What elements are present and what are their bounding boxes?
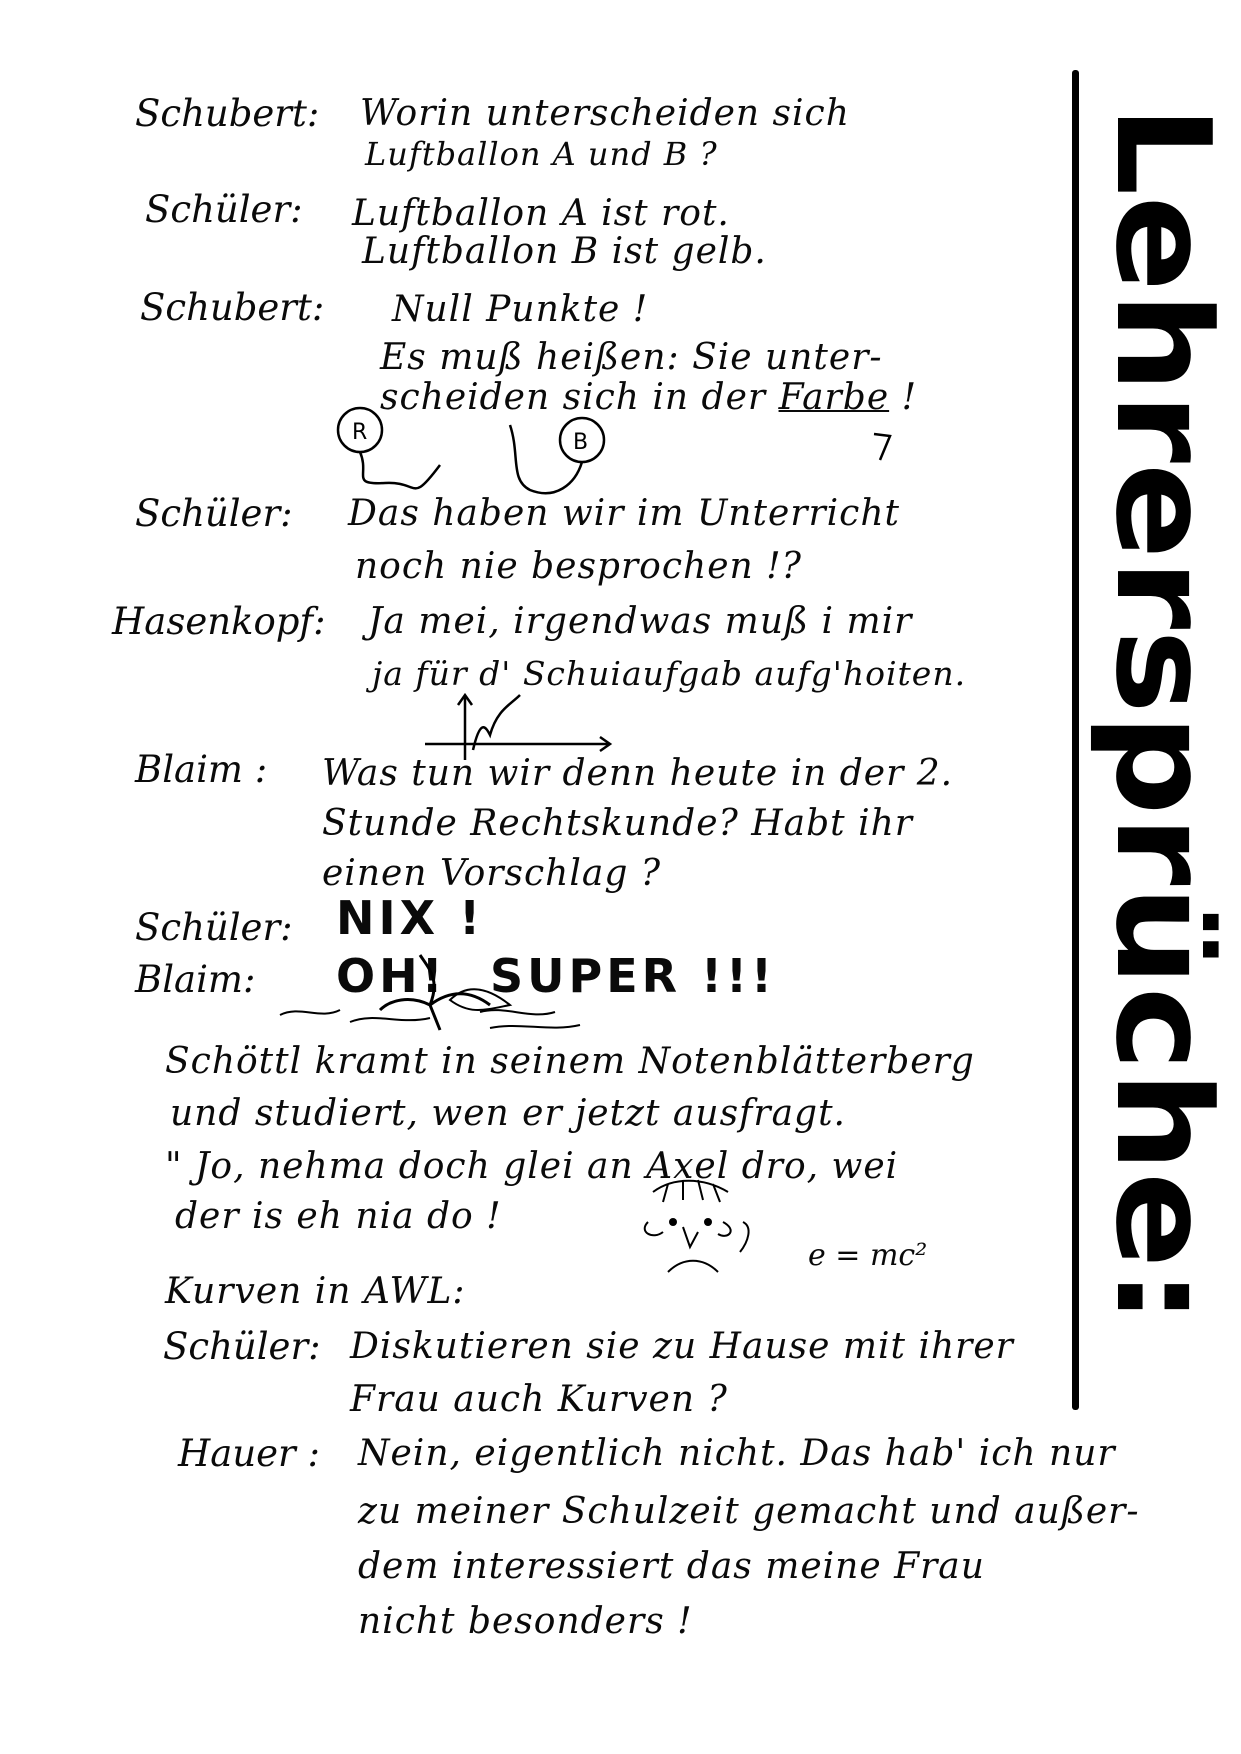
dialogue-line: Luftballon A ist rot. xyxy=(352,193,730,234)
page-title-text: Lehrersprüche: xyxy=(1087,105,1228,1222)
anecdote-line: Schöttl kramt in seinem Notenblätterberg xyxy=(165,1041,975,1082)
leaf-pile-doodle xyxy=(280,950,620,1045)
dialogue-line: Stunde Rechtskunde? Habt ihr xyxy=(322,803,913,844)
face-doodle xyxy=(628,1172,758,1277)
dialogue-line: Ja mei, irgendwas muß i mir xyxy=(368,601,913,642)
dialogue-line-bold: NIX ! xyxy=(336,891,485,945)
anecdote-line: " Jo, nehma doch glei an Axel dro, wei xyxy=(165,1146,899,1187)
dialogue-line: Nein, eigentlich nicht. Das hab' ich nur xyxy=(358,1433,1116,1474)
dialogue-line: noch nie besprochen !? xyxy=(355,546,802,587)
page-title-svg xyxy=(1048,105,1228,1335)
dialogue-line: Null Punkte ! xyxy=(392,289,649,330)
dialogue-line: Diskutieren sie zu Hause mit ihrer xyxy=(350,1326,1014,1367)
speaker-schubert-2: Schubert: xyxy=(140,286,325,329)
dialogue-line: Es muß heißen: Sie unter- xyxy=(380,337,883,378)
section-heading: Kurven in AWL: xyxy=(165,1271,466,1312)
dialogue-line-bold: OH! xyxy=(336,949,447,1003)
dialogue-line: Worin unterscheiden sich xyxy=(360,93,850,134)
dialogue-line: Frau auch Kurven ? xyxy=(350,1379,728,1420)
dialogue-line: dem interessiert das meine Frau xyxy=(358,1546,985,1587)
anecdote-line: und studiert, wen er jetzt ausfragt. xyxy=(170,1093,847,1134)
speaker-schueler-1: Schüler: xyxy=(145,188,303,231)
dialogue-text: scheiden sich in der xyxy=(380,377,767,418)
underlined-word-farbe: Farbe xyxy=(778,377,890,418)
dialogue-line: Luftballon B ist gelb. xyxy=(362,231,767,272)
balloon-label-r: R xyxy=(352,420,368,445)
speaker-hasenkopf: Hasenkopf: xyxy=(112,600,326,643)
dialogue-line-bold: SUPER !!! xyxy=(490,949,776,1003)
speaker-schueler-3: Schüler: xyxy=(135,906,293,949)
speaker-schueler-2: Schüler: xyxy=(135,492,293,535)
speaker-hauer: Hauer : xyxy=(178,1432,320,1475)
dialogue-line: einen Vorschlag ? xyxy=(322,853,662,894)
speaker-blaim-2: Blaim: xyxy=(135,958,256,1001)
dialogue-line: Was tun wir denn heute in der 2. xyxy=(322,753,954,794)
dialogue-text: ! xyxy=(901,377,918,418)
dialogue-line: zu meiner Schulzeit gemacht und außer- xyxy=(358,1491,1140,1532)
speaker-schueler-4: Schüler: xyxy=(163,1325,321,1368)
anecdote-line: der is eh nia do ! xyxy=(175,1196,502,1237)
farbe-tail-doodle xyxy=(870,430,900,470)
formula-emc2: e = mc² xyxy=(808,1238,928,1273)
dialogue-line: ja für d' Schuiaufgab aufg'hoiten. xyxy=(372,654,967,693)
dialogue-line: Luftballon A und B ? xyxy=(365,135,718,173)
speaker-blaim-1: Blaim : xyxy=(135,748,268,791)
balloon-label-b: B xyxy=(573,430,589,455)
page-title xyxy=(1048,105,1228,1335)
dialogue-line: nicht besonders ! xyxy=(358,1601,693,1642)
speaker-schubert-1: Schubert: xyxy=(135,92,320,135)
dialogue-line: Das haben wir im Unterricht xyxy=(348,493,900,534)
